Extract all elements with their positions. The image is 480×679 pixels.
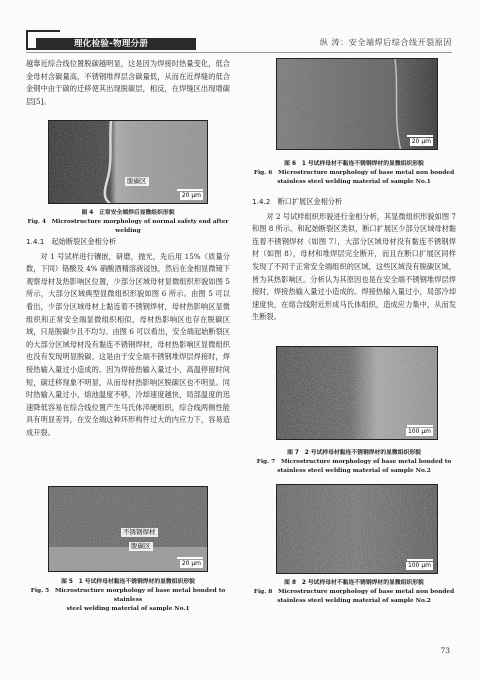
header-rule — [26, 52, 452, 53]
figure-5-caption-en-1: Fig. 5 Microstructure morphology of base metal bonded to stainless — [30, 588, 226, 603]
figure-7-caption-en-2: stainless steel welding material of sample No.2 — [277, 468, 431, 474]
scale-bar — [177, 557, 203, 559]
section-141-paragraph: 对 1 号试样进行镶嵌，研磨，抛光，先后用 15%（质量分数，下同）铬酸及 4% 硝酸酒精溶液浸蚀，然后在金相显微镜下观察母材及热影响区位置，少部分区域母材显微组织形貌如图 5 所示，大部分区域典型显微组织形貌如图 6 所示。由图 5 可以看出，少部分区域母材上黏连着不锈钢焊材，母材热影响区显微组织和正常安全端显微组织相似，母材热影响区也存在脱碳区域，只是脱碳少且不均匀。由图 6 可以看出，安全端起始断裂区的大部分区域母材没有黏连不锈钢焊材，母材热影响区显微组织也没有发现明显脱碳。这是由于安全端不锈钢堆焊层焊接时，焊接热输入量过小造成的。因为焊接热输入量过小，高温停留时间短，碳迁移现象不明显，从而母材热影响区脱碳区也不明显。同时热输入量过小，熔池温度不够，冷却速度越快，局部温度的迅速降低容易在综合线位置产生马氏体淬硬组织，综合线两侧性能具有明显差异，在安全端这种环形构件过大的内应力下，容易造成开裂。 — [26, 251, 230, 437]
figure-8-caption-cn: 图 8 2 号试样母材不黏连不锈钢焊材的显微组织形貌 — [284, 580, 424, 586]
scale-text: 20 μm — [411, 138, 431, 145]
figure-6-caption-cn: 图 6 1 号试样母材不黏连不锈钢焊材的显微组织形貌 — [284, 161, 424, 167]
figure-4-caption — [26, 209, 230, 236]
figure-5-micrograph — [48, 486, 208, 572]
journal-name: 理化检验-物理分册 — [74, 39, 149, 49]
figure-7-caption-en-1: Fig. 7 Microstructure morphology of base metal bonded to — [256, 459, 452, 465]
figure-6-caption — [252, 160, 456, 187]
decarb-zone-label: 脱碳区 — [127, 177, 147, 185]
figure-4-micrograph — [48, 120, 208, 204]
journal-logo — [26, 30, 196, 50]
figure-6-caption-en-1: Fig. 6 Microstructure morphology of base metal non bonded — [253, 170, 455, 176]
figure-8-micrograph — [276, 484, 438, 574]
section-141-block — [26, 234, 230, 440]
page-number: 73 — [440, 646, 450, 655]
scale-text: 100 μm — [407, 562, 431, 569]
figure-7-caption-cn: 图 7 2 号试样母材黏连不锈钢焊材的显微组织形貌 — [287, 450, 421, 456]
figure-7-micrograph — [276, 346, 438, 440]
figure-8-caption-en-1: Fig. 8 Microstructure morphology of base metal non bonded — [253, 589, 455, 595]
figure-5-caption-en-2: steel welding material of sample No.1 — [66, 606, 190, 612]
figure-6-micrograph — [276, 58, 438, 150]
intro-paragraph: 越靠近综合线位置脱碳越明显，这是因为焊接时热量变化，低合金母材含碳量高，不锈钢堆焊层含碳量低，从而在近焊缝的低合金钢中由于碳的迁移使其出现脱碳层，相反，在焊缝区出现增碳层[5]。 — [26, 59, 230, 106]
scale-bar — [407, 559, 433, 561]
running-title: 纵 涛：安全端焊后综合线开裂原因 — [319, 38, 452, 47]
section-141-title: 1.4.1 起始断裂区金相分析 — [26, 237, 117, 246]
section-142-block — [252, 194, 456, 324]
scale-bar — [407, 425, 433, 427]
figure-8-caption — [252, 579, 456, 606]
intro-paragraph-block — [26, 58, 230, 108]
section-142-paragraph: 对 2 号试样组织形貌进行金相分析，其显微组织形貌如图 7 和图 8 所示。和起始断裂区类似，断口扩展区少部分区域母材黏连着不锈钢焊材（如图 7），大部分区域母材没有黏连不锈钢焊材（如图 8），母材和堆焊层完全断开，而且在断口扩展区同样发现了不同于正常安全端组织的区域，这些区域没有脱碳区域，皆为其热影响区。分析认为其原因也是在安全端不锈钢堆焊层焊接时，焊接热输入量过小造成的。焊接热输入量过小，局部冷却速度快，在熔合线附近形成马氏体组织，造成应力集中，从而发生断裂。 — [252, 211, 456, 322]
section-142-title: 1.4.2 断口扩展区金相分析 — [252, 197, 343, 206]
scale-bar — [407, 135, 433, 137]
figure-4-caption-en: Fig. 4 Microstructure morphology of normal safety end after welding — [27, 219, 229, 234]
scale-text: 100 μm — [407, 428, 431, 435]
figure-5-caption — [26, 578, 230, 614]
scale-bar — [177, 189, 203, 191]
figure-8-caption-en-2: stainless steel welding material of sample No.2 — [277, 598, 431, 604]
scale-text: 20 μm — [181, 192, 201, 199]
decarb-zone-label: 脱碳区 — [131, 542, 151, 550]
scale-text: 20 μm — [181, 560, 201, 567]
figure-7-caption — [252, 449, 456, 476]
figure-5-caption-cn: 图 5 1 号试样母材黏连不锈钢焊材的显微组织形貌 — [61, 579, 195, 585]
stainless-weld-label: 不锈钢焊材 — [123, 528, 156, 536]
figure-4-caption-cn: 图 4 正常安全端焊后显微组织形貌 — [81, 210, 175, 216]
figure-6-caption-en-2: stainless steel welding material of sample No.1 — [277, 179, 431, 185]
